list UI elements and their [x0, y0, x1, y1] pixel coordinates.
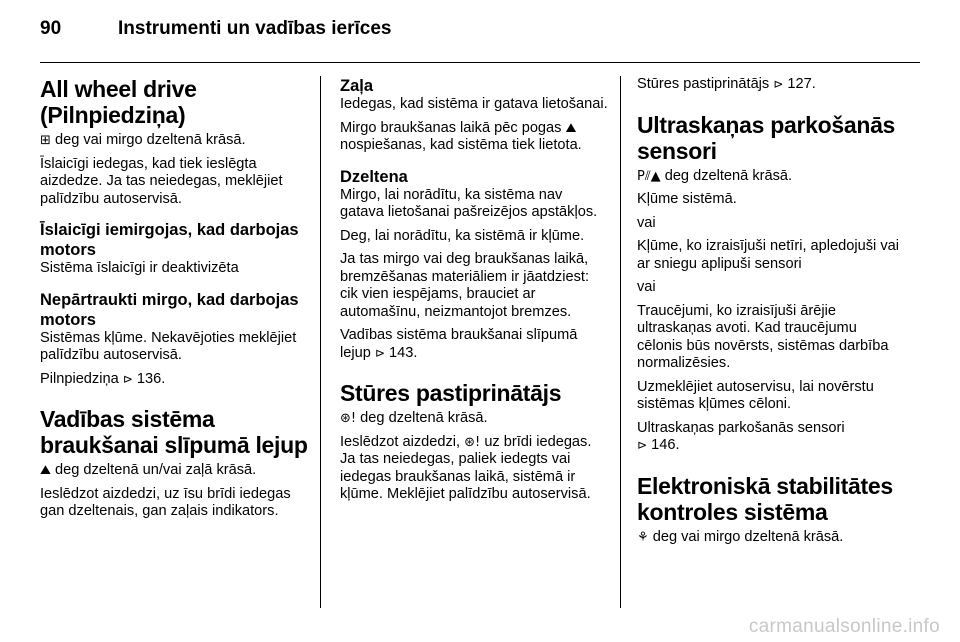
page-number: 90	[40, 18, 62, 39]
page-title: Instrumenti un vadības ierīces	[118, 18, 392, 39]
subsection-title-yellow: Dzeltena	[340, 167, 408, 186]
parking-sensor-icon: P⫽▲	[637, 168, 661, 184]
hill-descent-button-icon: ⛰	[565, 120, 577, 136]
yellow-paragraph: Mirgo, lai norādītu, ka sistēma nav gatava lietošanai pašreizējos apstākļos.	[340, 186, 598, 220]
ps-reference	[637, 76, 905, 94]
awd-reference-page[interactable]: 136.	[136, 370, 166, 387]
us-reference-text: Ultraskaņas parkošanās sensori	[637, 419, 845, 436]
power-steering-icon: ⊛!	[340, 411, 357, 426]
section-title-power-steering: Stūres pastiprinātājs	[340, 380, 562, 406]
green-text-before: Mirgo braukšanas laikā pēc pogas	[340, 119, 562, 136]
ps-status-label: deg dzeltenā krāsā.	[360, 410, 488, 426]
section-title-awd: All wheel drive (Pilnpiedziņa)	[40, 76, 197, 128]
ps-reference-text: Stūres pastiprinātājs	[637, 76, 770, 92]
watermark: carmanualsonline.info	[748, 616, 940, 637]
reference-arrow-icon: ⊳	[773, 77, 784, 91]
us-status-text	[637, 168, 905, 186]
column-3	[637, 76, 905, 552]
reference-arrow-icon: ⊳	[374, 345, 385, 360]
us-paragraph-5: Uzmeklējiet autoservisu, lai novērstu sistēmas kļūmes cēloni.	[637, 378, 874, 412]
yellow-paragraph-2: Deg, lai norādītu, ka sistēmā ir kļūme.	[340, 227, 585, 244]
section-title-ultrasonic: Ultraskaņas parkošanās sensori	[637, 111, 896, 164]
hdc-reference-text: Vadības sistēma braukšanai slīpumā lejup	[340, 327, 578, 361]
esc-indicator-icon: ⚘	[637, 529, 649, 545]
us-paragraph-4: Traucējumi, ko izraisījuši ārējie ultraskaņas avoti. Kad traucējumu cēlonis būs novērsts, sistēmas darbība normalizēsies.	[637, 302, 889, 371]
awd-status-label: deg vai mirgo dzeltenā krāsā.	[54, 132, 246, 148]
power-steering-icon: ⊛!	[464, 434, 481, 450]
esc-status-label: deg vai mirgo dzeltenā krāsā.	[652, 528, 844, 545]
awd-reference-text: Pilnpiedziņa	[40, 370, 119, 387]
subsection-title-flash: Īslaicīgi iemirgojas, kad darbojas motors	[40, 221, 299, 259]
hdc-reference	[340, 327, 608, 362]
awd-status-text	[40, 132, 308, 150]
ps-text-before: Ieslēdzot aizdedzi,	[340, 433, 461, 450]
hdc-status-text	[40, 462, 308, 480]
ps-text-after: uz brīdi iedegas. Ja tas neiedegas, paliek iedegts vai iedegas braukšanas laikā, sistēmā ir kļūme. Meklējiet palīdzību autoservisā.	[340, 433, 592, 502]
esc-status-text	[637, 529, 905, 547]
hdc-reference-page[interactable]: 143.	[389, 344, 418, 361]
us-paragraph-2: Kļūme sistēmā.	[637, 191, 737, 207]
section-title-esc: Elektroniskā stabilitātes kontroles sistēma	[637, 472, 893, 525]
column-divider	[620, 76, 621, 608]
column-divider	[320, 76, 321, 608]
ps-paragraph	[340, 434, 608, 504]
awd-paragraph: Īslaicīgi iedegas, kad tiek ieslēgta aizdedze. Ja tas neiedegas, meklējiet palīdzību autoservisā.	[40, 155, 283, 207]
header-divider	[40, 62, 920, 63]
hill-descent-icon: ⛰	[40, 463, 51, 478]
us-reference-page[interactable]: 146.	[651, 437, 680, 453]
column-2	[340, 76, 608, 510]
awd-indicator-icon: ⊞	[40, 133, 51, 148]
awd-reference	[40, 371, 308, 389]
or-text: vai	[637, 279, 656, 295]
hdc-status-label: deg dzeltenā un/vai zaļā krāsā.	[54, 462, 257, 478]
continuous-paragraph: Sistēmas kļūme. Nekavējoties meklējiet palīdzību autoservisā.	[40, 329, 297, 363]
ps-status-text	[340, 410, 608, 428]
ps-reference-page[interactable]: 127.	[787, 76, 816, 92]
section-title-hdc: Vadības sistēma braukšanai slīpumā lejup	[40, 406, 308, 458]
flash-paragraph: Sistēma īslaicīgi ir deaktivizēta	[40, 260, 239, 276]
green-paragraph-2	[340, 120, 608, 155]
green-text-after: nospiešanas, kad sistēma tiek lietota.	[340, 137, 582, 153]
us-status-label: deg dzeltenā krāsā.	[664, 167, 793, 184]
hdc-paragraph: Ieslēdzot aizdedzi, uz īsu brīdi iedegas gan dzeltenais, gan zaļais indikators.	[40, 485, 291, 519]
or-text: vai	[637, 214, 656, 231]
subsection-title-continuous: Nepārtraukti mirgo, kad darbojas motors	[40, 290, 299, 329]
reference-arrow-icon: ⊳	[637, 438, 648, 452]
column-1	[40, 76, 308, 527]
us-reference	[637, 420, 905, 455]
yellow-paragraph-3: Ja tas mirgo vai deg braukšanas laikā, bremzēšanas materiāliem ir jāatdziest: cik vien iespējams, brauciet ar automašīnu, neizmantojot bremzes.	[340, 251, 589, 320]
reference-arrow-icon: ⊳	[122, 371, 133, 386]
us-paragraph-3: Kļūme, ko izraisījuši netīri, apledojuši vai ar sniegu aplipuši sensori	[637, 238, 899, 272]
subsection-title-green: Zaļa	[340, 77, 374, 95]
green-paragraph: Iedegas, kad sistēma ir gatava lietošanai.	[340, 96, 608, 112]
